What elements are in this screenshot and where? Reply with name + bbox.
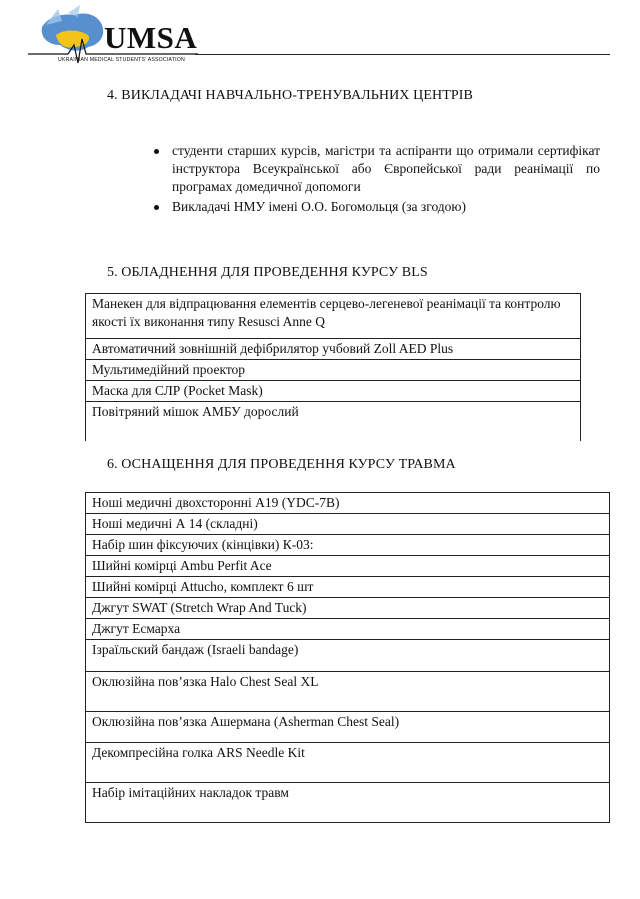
logo-title: UMSA	[104, 20, 198, 55]
section-4-heading: 4. ВИКЛАДАЧІ НАВЧАЛЬНО-ТРЕНУВАЛЬНИХ ЦЕНТРІВ	[107, 88, 473, 103]
bullet-icon	[154, 149, 159, 154]
bls-equipment-table	[85, 293, 581, 441]
table-row	[86, 514, 610, 535]
table-row	[86, 556, 610, 577]
table-cell: Оклюзійна пов’язка Ашермана (Asherman Chest Seal)	[86, 712, 610, 743]
table-cell: Ноші медичні двохсторонні А19 (YDC-7B)	[86, 493, 610, 514]
table-row	[86, 577, 610, 598]
table-row	[86, 294, 581, 339]
table-cell: Набір шин фіксуючих (кінцівки) К-03:	[86, 535, 610, 556]
table-cell: Повітряний мішок АМБУ дорослий	[86, 402, 581, 442]
table-row	[86, 598, 610, 619]
table-row	[86, 381, 581, 402]
table-row	[86, 640, 610, 672]
table-row	[86, 743, 610, 783]
trauma-equipment-table	[85, 492, 610, 823]
table-cell: Мультимедійний проектор	[86, 360, 581, 381]
teachers-list	[150, 142, 600, 216]
table-row	[86, 339, 581, 360]
table-cell: Автоматичний зовнішній дефібрилятор учбовий Zoll AED Plus	[86, 339, 581, 360]
table-row	[86, 493, 610, 514]
list-item	[150, 198, 600, 216]
table-cell: Оклюзійна пов’язка Halo Chest Seal XL	[86, 672, 610, 712]
page-header	[0, 0, 640, 70]
table-cell: Шийні комірці Attucho, комплект 6 шт	[86, 577, 610, 598]
table-cell: Шийні комірці Ambu Perfit Ace	[86, 556, 610, 577]
table-cell: Манекен для відпрацювання елементів серцево-легеневої реанімації та контролю якості їх виконання типу Resusci Anne Q	[86, 294, 581, 339]
section-6-heading: 6. ОСНАЩЕННЯ ДЛЯ ПРОВЕДЕННЯ КУРСУ ТРАВМА	[107, 457, 456, 472]
table-row	[86, 712, 610, 743]
table-row	[86, 535, 610, 556]
table-row	[86, 672, 610, 712]
table-cell: Джгут Есмарха	[86, 619, 610, 640]
table-cell: Ноші медичні А 14 (складні)	[86, 514, 610, 535]
list-item-text: Викладачі НМУ імені О.О. Богомольця (за згодою)	[172, 199, 467, 214]
logo-subtitle: UKRAINIAN MEDICAL STUDENTS' ASSOCIATION	[58, 57, 185, 63]
list-item	[150, 142, 600, 198]
section-5-heading: 5. ОБЛАДНЕННЯ ДЛЯ ПРОВЕДЕННЯ КУРСУ BLS	[107, 265, 428, 280]
table-row	[86, 783, 610, 823]
table-cell: Декомпресійна голка ARS Needle Kit	[86, 743, 610, 783]
table-row	[86, 402, 581, 442]
table-cell: Маска для СЛР (Pocket Mask)	[86, 381, 581, 402]
table-row	[86, 619, 610, 640]
table-row	[86, 360, 581, 381]
list-item-text: студенти старших курсів, магістри та аспіранти що отримали сертифікат інструктора Всеукраїнської або Європейської ради реанімації по програмах домедичної допомоги	[172, 143, 600, 194]
bullet-icon	[154, 205, 159, 210]
table-cell: Джгут SWAT (Stretch Wrap And Tuck)	[86, 598, 610, 619]
table-cell: Ізраїльский бандаж (Israeli bandage)	[86, 640, 610, 672]
table-cell: Набір імітаційних накладок травм	[86, 783, 610, 823]
header-divider	[195, 54, 610, 55]
